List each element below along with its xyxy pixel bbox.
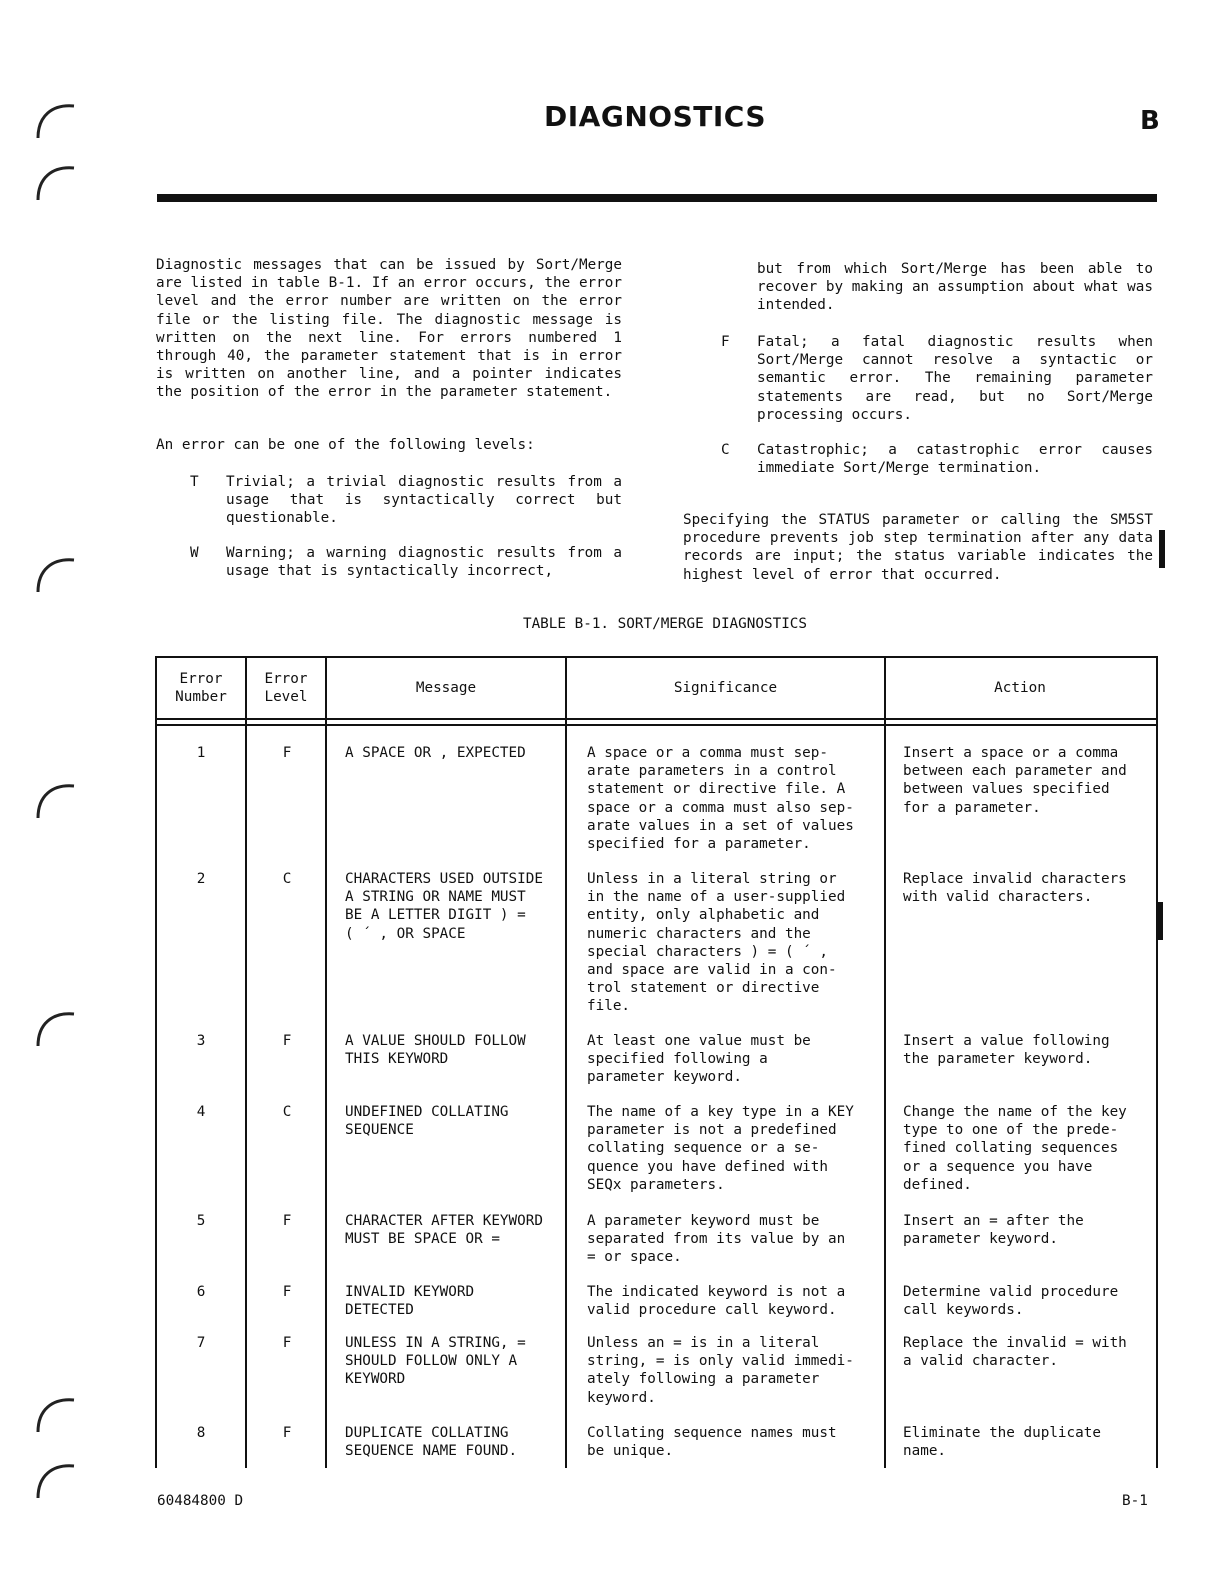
page-title: DIAGNOSTICS bbox=[544, 100, 766, 133]
row-message: A SPACE OR , EXPECTED bbox=[345, 745, 526, 761]
row-message: INVALID KEYWORD DETECTED bbox=[345, 1284, 475, 1319]
binder-hole-mark bbox=[34, 160, 78, 204]
level-description-continuation: but from which Sort/Merge has been able to recover by making an assumption about what was intended. bbox=[757, 261, 1153, 314]
row-significance: Collating sequence names must be unique. bbox=[587, 1425, 837, 1460]
row-error-level: F bbox=[282, 1284, 292, 1300]
row-error-number: 3 bbox=[196, 1033, 206, 1049]
row-action: Eliminate the duplicate name. bbox=[903, 1425, 1101, 1460]
row-significance: A parameter keyword must be separated from its value by an = or space. bbox=[587, 1213, 846, 1266]
row-message: A VALUE SHOULD FOLLOW THIS KEYWORD bbox=[345, 1033, 526, 1068]
level-description: Fatal; a fatal diagnostic results when Sort/Merge cannot resolve a syntactic or semantic error. The remaining parameter statements are read, but no Sort/Merge processing occurs. bbox=[757, 334, 1153, 423]
row-error-number: 5 bbox=[196, 1213, 206, 1229]
row-error-level: F bbox=[282, 1335, 292, 1351]
row-significance: Unless in a literal string or in the name of a user-supplied entity, only alphabetic and numeric characters and the special characters ) = ( ´ , and space are valid in a con- trol statement or directive file. bbox=[587, 871, 846, 1015]
header-action: Action bbox=[994, 680, 1046, 696]
binder-hole-mark bbox=[34, 1458, 78, 1502]
row-error-number: 6 bbox=[196, 1284, 206, 1300]
change-bar bbox=[1159, 530, 1165, 568]
row-error-level: F bbox=[282, 1033, 292, 1049]
row-significance: At least one value must be specified following a parameter keyword. bbox=[587, 1033, 811, 1086]
row-error-level: F bbox=[282, 745, 292, 761]
row-message: CHARACTER AFTER KEYWORD MUST BE SPACE OR = bbox=[345, 1213, 543, 1248]
row-message: DUPLICATE COLLATING SEQUENCE NAME FOUND. bbox=[345, 1425, 518, 1460]
document-number: 60484800 D bbox=[157, 1493, 244, 1509]
level-code: W bbox=[190, 545, 199, 561]
binder-hole-mark bbox=[34, 552, 78, 596]
row-error-level: F bbox=[282, 1425, 292, 1441]
row-error-level: F bbox=[282, 1213, 292, 1229]
title-rule bbox=[157, 194, 1157, 202]
levels-intro: An error can be one of the following levels: bbox=[156, 437, 535, 453]
level-description: Catastrophic; a catastrophic error causes immediate Sort/Merge termination. bbox=[757, 442, 1153, 477]
row-significance: The indicated keyword is not a valid procedure call keyword. bbox=[587, 1284, 846, 1319]
appendix-letter: B bbox=[1140, 106, 1160, 136]
row-error-number: 2 bbox=[196, 871, 206, 887]
row-action: Replace the invalid = with a valid character. bbox=[903, 1335, 1127, 1370]
header-error-level: Error Level bbox=[264, 671, 308, 705]
binder-hole-mark bbox=[34, 778, 78, 822]
page-number: B-1 bbox=[1122, 1493, 1148, 1509]
status-paragraph: Specifying the STATUS parameter or calling the SM5ST procedure prevents job step termination after any data records are input; the status variable indicates the highest level of error that occurred. bbox=[683, 512, 1153, 583]
level-description: Trivial; a trivial diagnostic results from a usage that is syntactically correct but questionable. bbox=[226, 474, 622, 527]
row-significance: Unless an = is in a literal string, = is only valid immedi- ately following a parameter keyword. bbox=[587, 1335, 854, 1406]
intro-paragraph: Diagnostic messages that can be issued by Sort/Merge are listed in table B-1. If an error occurs, the error level and the error number are written on the error file or the listing file. The diagnostic message is written on the next line. For errors numbered 1 through 40, the parameter statement that is in error is written on another line, and a pointer indicates the position of the error in the parameter statement. bbox=[156, 257, 622, 401]
binder-hole-mark bbox=[34, 1006, 78, 1050]
row-message: CHARACTERS USED OUTSIDE A STRING OR NAME MUST BE A LETTER DIGIT ) = ( ´ , OR SPACE bbox=[345, 871, 543, 942]
level-code: F bbox=[721, 334, 730, 350]
level-description: Warning; a warning diagnostic results from a usage that is syntactically incorrect, bbox=[226, 545, 622, 580]
row-error-number: 1 bbox=[196, 745, 206, 761]
row-error-level: C bbox=[282, 1104, 292, 1120]
row-significance: The name of a key type in a KEY parameter is not a predefined collating sequence or a se- quence you have defined with SEQx parameters. bbox=[587, 1104, 854, 1193]
row-action: Change the name of the key type to one of the prede- fined collating sequences or a sequence you have defined. bbox=[903, 1104, 1127, 1193]
header-rule bbox=[157, 718, 1156, 726]
row-action: Insert an = after the parameter keyword. bbox=[903, 1213, 1084, 1248]
table-caption: TABLE B-1. SORT/MERGE DIAGNOSTICS bbox=[522, 616, 808, 632]
row-significance: A space or a comma must sep- arate parameters in a control statement or directive file. A space or a comma must also sep- arate values in a set of values specified for a parameter. bbox=[587, 745, 854, 853]
header-significance: Significance bbox=[673, 680, 778, 696]
row-action: Insert a value following the parameter keyword. bbox=[903, 1033, 1110, 1068]
row-error-number: 8 bbox=[196, 1425, 206, 1441]
row-message: UNDEFINED COLLATING SEQUENCE bbox=[345, 1104, 509, 1139]
row-action: Determine valid procedure call keywords. bbox=[903, 1284, 1119, 1319]
level-code: T bbox=[190, 474, 199, 490]
row-action: Replace invalid characters with valid characters. bbox=[903, 871, 1127, 906]
row-action: Insert a space or a comma between each parameter and between values specified for a parameter. bbox=[903, 745, 1127, 816]
row-error-level: C bbox=[282, 871, 292, 887]
diagnostics-table bbox=[155, 656, 1158, 1468]
row-error-number: 4 bbox=[196, 1104, 206, 1120]
header-error-number: Error Number bbox=[175, 671, 227, 705]
binder-hole-mark bbox=[34, 1392, 78, 1436]
row-message: UNLESS IN A STRING, = SHOULD FOLLOW ONLY A KEYWORD bbox=[345, 1335, 526, 1388]
row-error-number: 7 bbox=[196, 1335, 206, 1351]
header-message: Message bbox=[415, 680, 477, 696]
level-code: C bbox=[721, 442, 730, 458]
